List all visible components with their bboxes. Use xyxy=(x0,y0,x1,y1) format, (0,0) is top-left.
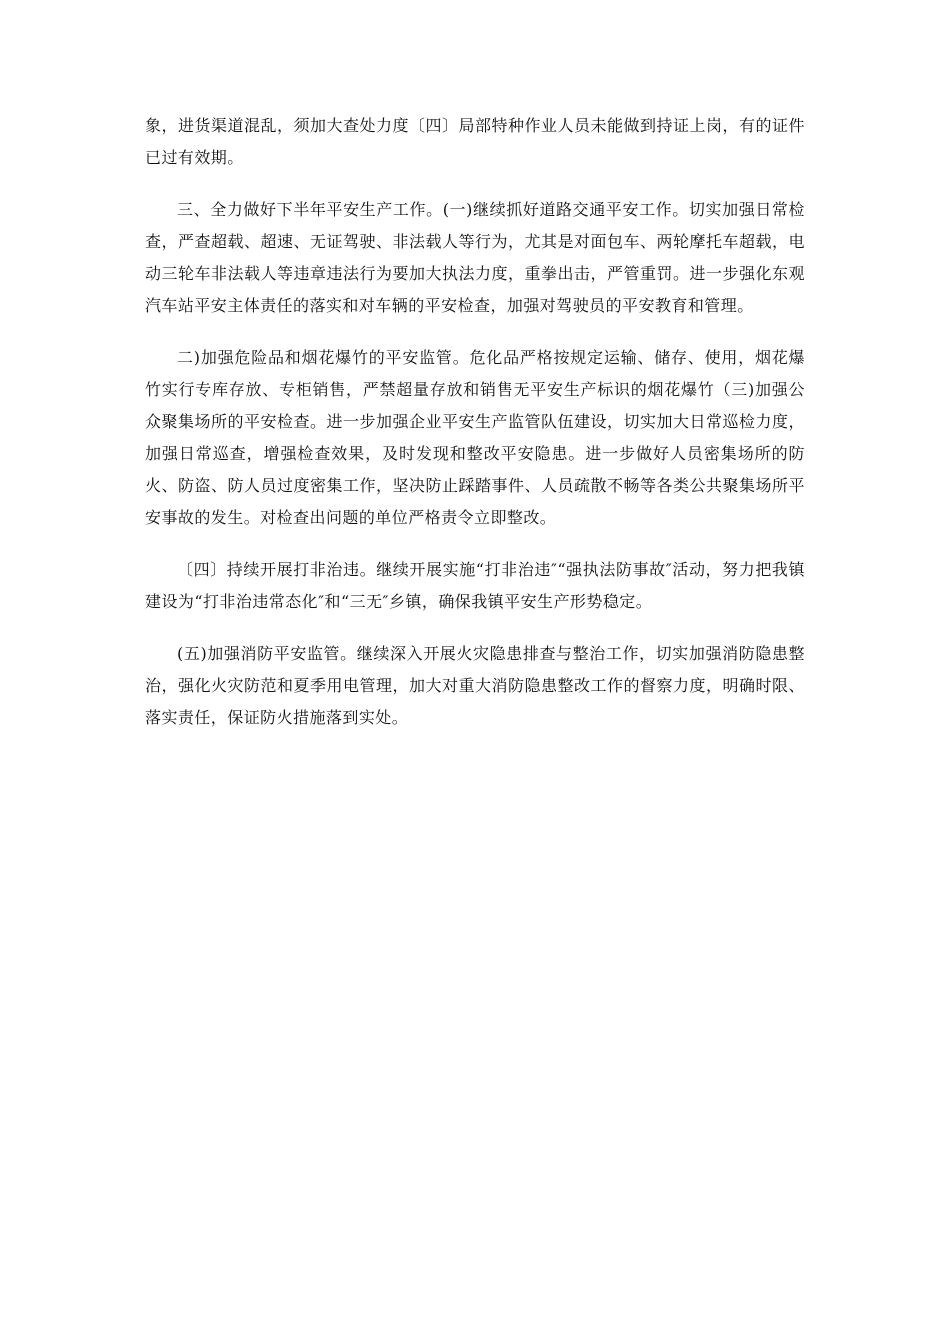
paragraph-continuation: 象，进货渠道混乱，须加大查处力度〔四〕局部特种作业人员未能做到持证上岗，有的证件已过有效期。 xyxy=(145,116,805,167)
paragraph-item-five: (五)加强消防平安监管。继续深入开展火灾隐患排查与整治工作，切实加强消防隐患整治，强化火灾防范和夏季用电管理，加大对重大消防隐患整改工作的督察力度，明确时限、落实责任，保证防火措施落到实处。 xyxy=(145,644,805,727)
paragraph-section-three: 三、全力做好下半年平安生产工作。(一)继续抓好道路交通平安工作。切实加强日常检查，严查超载、超速、无证驾驶、非法载人等行为，尤其是对面包车、两轮摩托车超载，电动三轮车非法载人等违章违法行为要加大执法力度，重拳出击，严管重罚。进一步强化东观汽车站平安主体责任的落实和对车辆的平安检查，加强对驾驶员的平安教育和管理。 xyxy=(145,200,805,315)
paragraph-item-two: 二)加强危险品和烟花爆竹的平安监管。危化品严格按规定运输、储存、使用，烟花爆竹实行专库存放、专柜销售，严禁超量存放和销售无平安生产标识的烟花爆竹（三)加强公众聚集场所的平安检查。进一步加强企业平安生产监管队伍建设，切实加大日常巡检力度，加强日常巡查，增强检查效果，及时发现和整改平安隐患。进一步做好人员密集场所的防火、防盗、防人员过度密集工作，坚决防止踩踏事件、人员疏散不畅等各类公共聚集场所平安事故的发生。对检查出问题的单位严格责令立即整改。 xyxy=(145,348,805,527)
paragraph-item-four: 〔四〕持续开展打非治违。继续开展实施“打非治违″“强执法防事故″活动，努力把我镇建设为“打非治违常态化″和“三无″乡镇，确保我镇平安生产形势稳定。 xyxy=(145,560,805,611)
document-page xyxy=(145,110,805,754)
